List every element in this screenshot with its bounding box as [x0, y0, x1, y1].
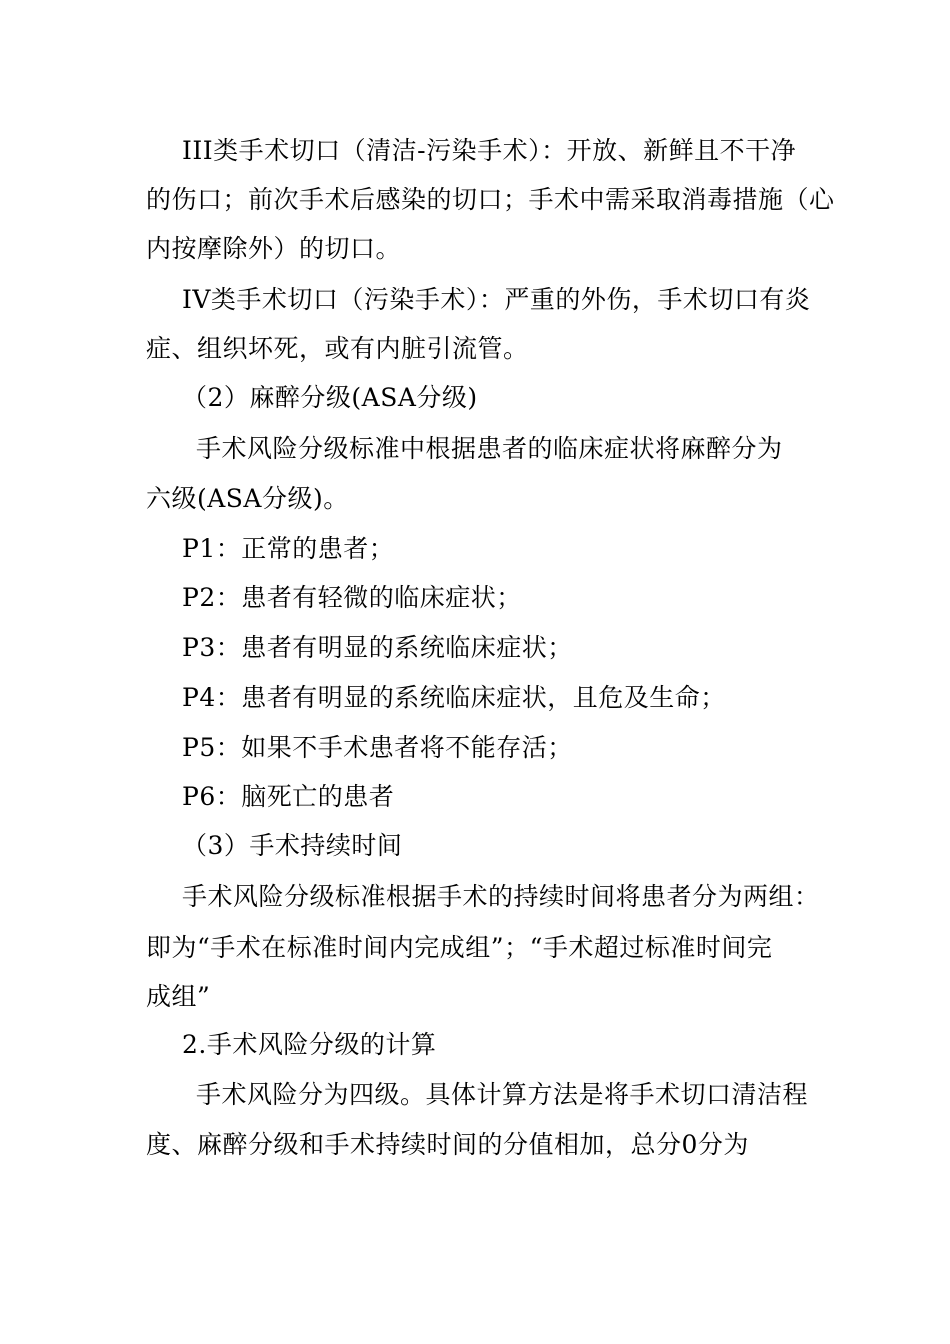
text-line: 成组” [146, 982, 211, 1011]
text-line: 度、麻醉分级和手术持续时间的分值相加，总分0分为 [146, 1130, 749, 1159]
text-line: 内按摩除外）的切口。 [146, 234, 402, 263]
list-item: P6：脑死亡的患者 [182, 782, 395, 811]
list-item: P2：患者有轻微的临床症状； [182, 583, 522, 612]
section-heading: 2.手术风险分级的计算 [182, 1030, 437, 1059]
list-item: P5：如果不手术患者将不能存活； [182, 733, 573, 762]
section-heading: （3）手术持续时间 [182, 831, 403, 860]
list-item: P1：正常的患者； [182, 534, 395, 563]
text-line: 即为“手术在标准时间内完成组”；“手术超过标准时间完 [146, 933, 773, 962]
text-line: III类手术切口（清洁-污染手术）：开放、新鲜且不干净 [182, 136, 797, 165]
text-line: 症、组织坏死，或有内脏引流管。 [146, 334, 529, 363]
text-line: 手术风险分为四级。具体计算方法是将手术切口清洁程 [196, 1080, 809, 1109]
list-item: P3：患者有明显的系统临床症状； [182, 633, 573, 662]
list-item: P4：患者有明显的系统临床症状，且危及生命； [182, 683, 726, 712]
section-heading: （2）麻醉分级(ASA分级) [182, 383, 478, 412]
text-line: 的伤口；前次手术后感染的切口；手术中需采取消毒措施（心 [146, 185, 835, 214]
text-line: 手术风险分级标准中根据患者的临床症状将麻醉分为 [196, 434, 783, 463]
text-line: IV类手术切口（污染手术）：严重的外伤，手术切口有炎 [182, 285, 811, 314]
text-line: 六级(ASA分级)。 [146, 484, 349, 513]
text-line: 手术风险分级标准根据手术的持续时间将患者分为两组： [182, 882, 820, 911]
